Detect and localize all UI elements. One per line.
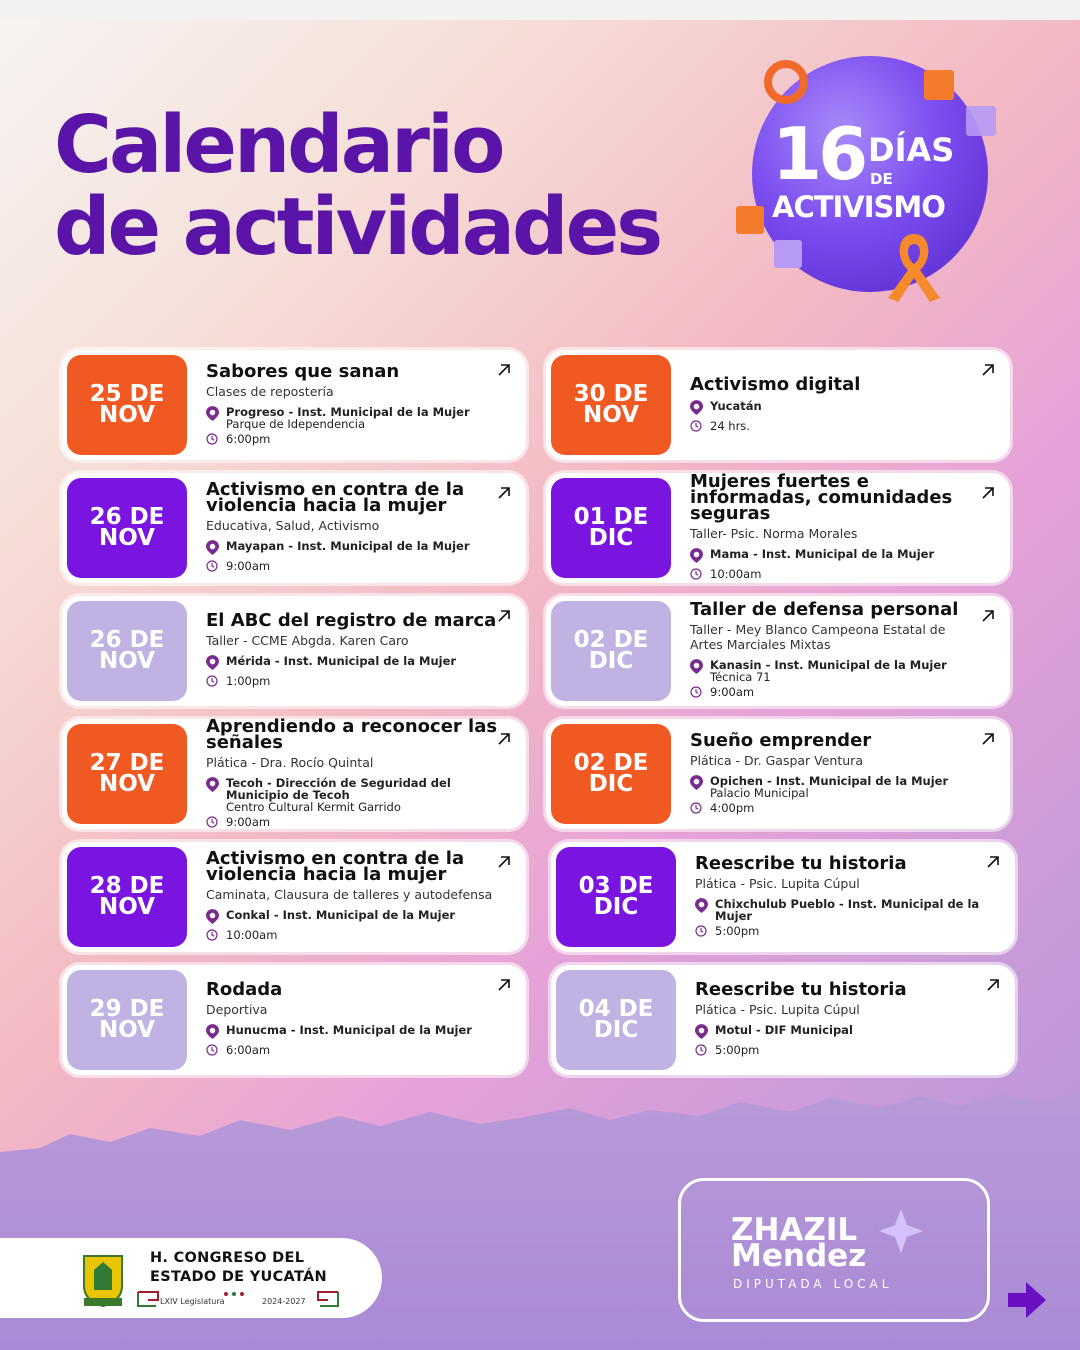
event-location: Mama - Inst. Municipal de la Mujer xyxy=(710,547,935,561)
event-date: 04 DE DIC xyxy=(556,970,676,1070)
event-location-row xyxy=(206,909,498,926)
yucatan-seal-icon xyxy=(80,1252,126,1308)
event-title: Rodada xyxy=(206,979,283,1000)
event-time-row xyxy=(206,929,498,943)
event-body xyxy=(206,715,498,829)
location-pin-icon xyxy=(690,400,704,417)
event-date: 30 DE NOV xyxy=(551,355,671,455)
event-date: 02 DE DIC xyxy=(551,724,671,824)
clock-icon xyxy=(690,420,704,434)
event-card[interactable] xyxy=(62,596,526,706)
event-time: 9:00am xyxy=(226,559,271,573)
badge-activismo: ACTIVISMO xyxy=(772,190,945,224)
clock-icon xyxy=(695,925,709,939)
event-subtitle: Caminata, Clausura de talleres y autodefensa xyxy=(206,887,493,902)
ribbon-icon xyxy=(874,226,954,306)
event-body xyxy=(690,473,982,583)
clock-icon xyxy=(206,433,220,447)
event-subtitle: Plática - Dr. Gaspar Ventura xyxy=(690,752,863,768)
event-subtitle: Taller - CCME Abgda. Karen Caro xyxy=(206,633,409,648)
event-location-row xyxy=(206,540,498,557)
event-body xyxy=(206,596,498,706)
legislatura-years: 2024-2027 xyxy=(262,1297,306,1306)
location-pin-icon xyxy=(695,1024,709,1041)
external-arrow-icon[interactable] xyxy=(496,731,512,747)
event-location-row xyxy=(206,406,498,430)
external-arrow-icon[interactable] xyxy=(496,977,512,993)
event-time-row xyxy=(206,675,498,689)
event-location: Kanasin - Inst. Municipal de la Mujer xyxy=(710,658,947,672)
event-time-row xyxy=(690,420,982,434)
event-time-row xyxy=(695,925,987,939)
event-venue: Parque de Idependencia xyxy=(226,416,365,431)
external-arrow-icon[interactable] xyxy=(980,362,996,378)
event-title: Mujeres fuertes e informadas, comunidades seguras xyxy=(690,471,953,524)
event-location-row xyxy=(690,659,982,683)
orange-cube-icon xyxy=(924,70,954,100)
event-card[interactable] xyxy=(62,350,526,460)
event-card[interactable] xyxy=(62,715,526,829)
event-time-row xyxy=(690,686,982,700)
event-location: Chixchulub Pueblo - Inst. Municipal de la Mujer xyxy=(715,896,980,923)
event-time: 10:00am xyxy=(710,567,762,581)
external-arrow-icon[interactable] xyxy=(496,608,512,624)
event-time: 6:00am xyxy=(226,1043,271,1057)
clock-icon xyxy=(206,816,220,830)
sparkle-icon xyxy=(877,1207,925,1255)
external-arrow-icon[interactable] xyxy=(496,854,512,870)
event-title: Reescribe tu historia xyxy=(695,852,907,874)
event-date: 25 DE NOV xyxy=(67,355,187,455)
clock-icon xyxy=(206,560,220,574)
event-card[interactable] xyxy=(551,965,1015,1075)
event-date: 03 DE DIC xyxy=(556,847,676,947)
event-location: Opichen - Inst. Municipal de la Mujer xyxy=(710,773,949,788)
top-strip xyxy=(0,0,1080,20)
clock-icon xyxy=(695,1044,709,1058)
event-body xyxy=(206,473,498,583)
badge-de: DE xyxy=(870,170,893,188)
event-card[interactable] xyxy=(551,842,1015,952)
event-body xyxy=(206,842,498,952)
clock-icon xyxy=(690,568,704,582)
location-pin-icon xyxy=(695,898,709,915)
event-date: 28 DE NOV xyxy=(67,847,187,947)
event-body xyxy=(206,350,498,460)
event-location: Mayapan - Inst. Municipal de la Mujer xyxy=(226,539,470,553)
event-subtitle: Plática - Dra. Rocío Quintal xyxy=(206,754,374,770)
event-title: Aprendiendo a reconocer las señales xyxy=(206,715,498,753)
event-time: 9:00am xyxy=(226,814,271,829)
event-location: Progreso - Inst. Municipal de la Mujer xyxy=(226,404,470,419)
event-body xyxy=(690,596,982,706)
location-pin-icon xyxy=(206,540,220,557)
page-title xyxy=(54,99,661,273)
event-location: Conkal - Inst. Municipal de la Mujer xyxy=(226,908,456,922)
external-arrow-icon[interactable] xyxy=(985,977,1001,993)
congreso-logo-block xyxy=(0,1238,382,1318)
congreso-line-1: H. CONGRESO DEL xyxy=(150,1250,305,1266)
external-arrow-icon[interactable] xyxy=(496,485,512,501)
event-venue: Técnica 71 xyxy=(710,670,771,684)
event-venue: Centro Cultural Kermit Garrido xyxy=(226,799,401,814)
location-pin-icon xyxy=(206,909,220,926)
event-card[interactable] xyxy=(62,473,526,583)
lilac-cube-icon xyxy=(966,106,996,136)
event-subtitle: Educativa, Salud, Activismo xyxy=(206,518,380,533)
location-pin-icon xyxy=(690,659,704,676)
event-location-row xyxy=(690,775,982,799)
event-title: Sueño emprender xyxy=(690,729,872,751)
event-subtitle: Deportiva xyxy=(206,1002,268,1017)
event-date: 26 DE NOV xyxy=(67,478,187,578)
title-line-1: Calendario xyxy=(54,99,503,191)
external-arrow-icon[interactable] xyxy=(496,362,512,378)
legislatura-label: LXIV Legislatura xyxy=(160,1297,225,1306)
next-arrow-icon[interactable] xyxy=(1008,1282,1046,1318)
event-body xyxy=(695,842,987,952)
event-subtitle: Taller- Psic. Norma Morales xyxy=(690,526,858,541)
location-pin-icon xyxy=(690,548,704,565)
event-date: 27 DE NOV xyxy=(67,724,187,824)
event-location-row xyxy=(206,1024,498,1041)
event-date: 26 DE NOV xyxy=(67,601,187,701)
orange-cube-icon xyxy=(736,206,764,234)
event-time: 9:00am xyxy=(710,685,755,699)
event-subtitle: Plática - Psic. Lupita Cúpul xyxy=(695,875,860,891)
event-subtitle: Taller - Mey Blanco Campeona Estatal de Artes Marciales Mixtas xyxy=(690,622,946,652)
event-time-row xyxy=(206,560,498,574)
event-title: Sabores que sanan xyxy=(206,360,400,382)
activism-badge xyxy=(752,56,992,296)
event-subtitle: Plática - Psic. Lupita Cúpul xyxy=(695,1002,860,1017)
external-arrow-icon[interactable] xyxy=(980,608,996,624)
event-time-row xyxy=(690,802,982,816)
location-pin-icon xyxy=(206,777,220,794)
event-location: Yucatán xyxy=(710,398,762,413)
external-arrow-icon[interactable] xyxy=(980,731,996,747)
orange-ring-icon xyxy=(764,60,808,104)
event-date: 29 DE NOV xyxy=(67,970,187,1070)
event-title: Reescribe tu historia xyxy=(695,979,907,1000)
event-time-row xyxy=(695,1044,987,1058)
location-pin-icon xyxy=(206,655,220,672)
event-location-row xyxy=(695,898,987,922)
role-label: DIPUTADA LOCAL xyxy=(733,1277,893,1291)
event-time: 10:00am xyxy=(226,928,278,942)
event-time: 1:00pm xyxy=(226,674,271,688)
event-date: 02 DE DIC xyxy=(551,601,671,701)
event-time-row xyxy=(206,816,498,830)
badge-dias: DÍAS xyxy=(868,131,955,169)
event-time: 5:00pm xyxy=(715,1043,760,1057)
event-card[interactable] xyxy=(546,719,1010,829)
clock-icon xyxy=(690,802,704,816)
congreso-line-2: ESTADO DE YUCATÁN xyxy=(150,1269,327,1285)
event-body xyxy=(695,965,987,1075)
title-line-2: de actividades xyxy=(54,181,661,273)
event-time-row xyxy=(206,1044,498,1058)
event-time-row xyxy=(206,433,498,447)
event-location: Mérida - Inst. Municipal de la Mujer xyxy=(226,654,457,668)
event-body xyxy=(690,350,982,460)
event-title: Taller de defensa personal xyxy=(690,599,959,620)
event-location-row xyxy=(690,400,982,417)
zhazil-logo-box xyxy=(678,1178,990,1322)
event-body xyxy=(206,965,498,1075)
event-location: Motul - DIF Municipal xyxy=(715,1023,853,1037)
event-time-row xyxy=(690,568,982,582)
clock-icon xyxy=(690,686,704,700)
clock-icon xyxy=(206,675,220,689)
event-time: 4:00pm xyxy=(710,800,755,815)
event-card[interactable] xyxy=(62,965,526,1075)
event-card[interactable] xyxy=(546,473,1010,583)
location-pin-icon xyxy=(206,1024,220,1041)
event-date: 01 DE DIC xyxy=(551,478,671,578)
event-location-row xyxy=(206,655,498,672)
mendez-name: Mendez xyxy=(731,1238,867,1274)
external-arrow-icon[interactable] xyxy=(980,485,996,501)
event-location-row xyxy=(695,1024,987,1041)
event-location-row xyxy=(690,548,982,565)
event-card[interactable] xyxy=(546,596,1010,706)
clock-icon xyxy=(206,929,220,943)
event-subtitle: Clases de repostería xyxy=(206,383,334,399)
event-location: Hunucma - Inst. Municipal de la Mujer xyxy=(226,1023,472,1037)
event-title: El ABC del registro de marca xyxy=(206,610,497,631)
event-time: 24 hrs. xyxy=(710,418,750,433)
event-location-row xyxy=(206,777,498,813)
location-pin-icon xyxy=(206,406,220,423)
lilac-cube-icon xyxy=(774,240,802,268)
event-location: Tecoh - Dirección de Seguridad del Municipio de Tecoh xyxy=(226,775,451,802)
event-time: 5:00pm xyxy=(715,923,760,938)
event-title: Activismo en contra de la violencia hacia la mujer xyxy=(206,848,465,885)
event-venue: Palacio Municipal xyxy=(710,785,809,800)
event-body xyxy=(690,719,982,829)
zhazil-name: ZHAZIL xyxy=(731,1212,858,1248)
external-arrow-icon[interactable] xyxy=(985,854,1001,870)
event-time: 6:00pm xyxy=(226,431,271,446)
location-pin-icon xyxy=(690,775,704,792)
event-title: Activismo en contra de la violencia hacia la mujer xyxy=(206,479,465,516)
event-card[interactable] xyxy=(546,350,1010,460)
event-card[interactable] xyxy=(62,842,526,952)
clock-icon xyxy=(206,1044,220,1058)
badge-number: 16 xyxy=(772,112,865,196)
event-title: Activismo digital xyxy=(690,373,861,395)
